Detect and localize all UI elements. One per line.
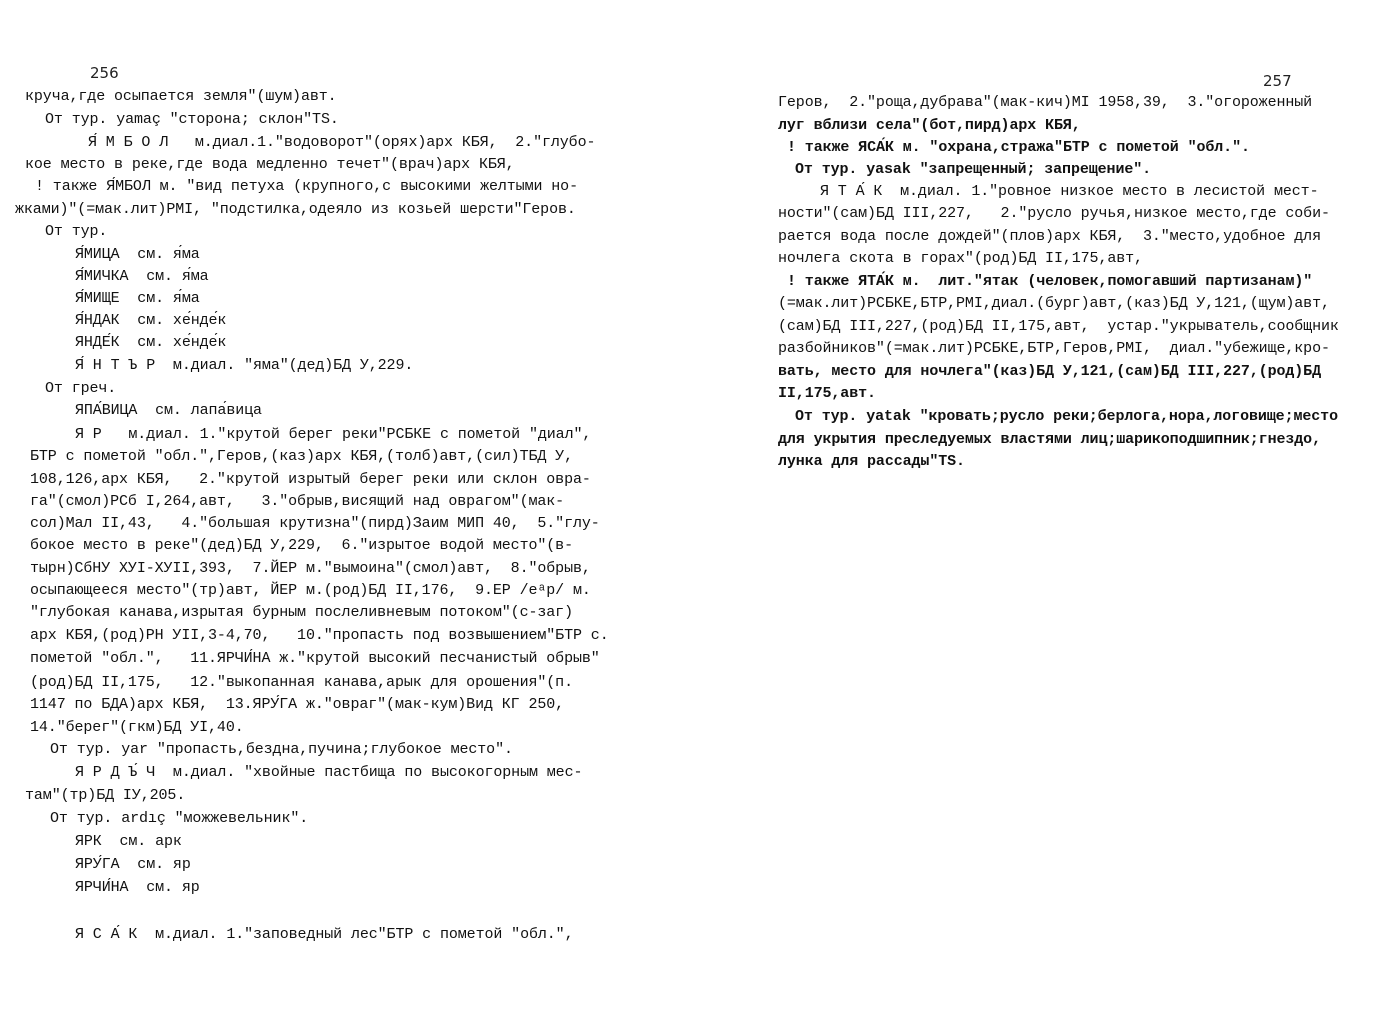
text-line: Геров, 2."роща,дубрава"(мак-кич)МI 1958,39, 3."огороженный	[778, 94, 1313, 111]
text-line: Я́МИЦА см. я́ма	[75, 246, 200, 263]
page-number: 257	[1263, 72, 1292, 90]
text-line: Я́ Н Т Ъ Р м.диал. "яма"(дед)БД У,229.	[75, 357, 414, 374]
text-line: (=мак.лит)РСБКЕ,БТР,РМI,диал.(бург)авт,(каз)БД У,121,(щум)авт,	[778, 295, 1330, 312]
text-line: От тур. ardıç "можжевельник".	[50, 810, 309, 827]
text-line: II,175,авт.	[778, 385, 876, 402]
text-line: От тур. yasak "запрещенный; запрещение".	[795, 161, 1152, 178]
text-line: Я́ М Б О Л м.диал.1."водоворот"(орях)арх КБЯ, 2."глубо-	[88, 134, 596, 151]
text-line: ЯРК см. арк	[75, 833, 182, 850]
text-line: га"(смол)РСб I,264,авт, 3."обрыв,висящий над оврагом"(мак-	[30, 493, 565, 510]
text-line: ! также Я́МБОЛ м. "вид петуха (крупного,с высокими желтыми но-	[35, 178, 578, 195]
text-line: От тур. yamaç "сторона; склон"TS.	[45, 111, 339, 128]
text-line: тырн)СбНУ ХУI-ХУII,393, 7.ЙЕР м."вымоина"(смол)авт, 8."обрыв,	[30, 560, 591, 577]
text-line: ЯПА́ВИЦА см. лапа́вица	[75, 402, 262, 419]
text-line: там"(тр)БД IУ,205.	[25, 787, 186, 804]
text-line: круча,где осыпается земля"(шум)авт.	[25, 88, 337, 105]
text-line: (сам)БД III,227,(род)БД II,175,авт, устар."укрыватель,сообщник	[778, 318, 1339, 335]
text-line: Я́МИЧКА см. я́ма	[75, 268, 209, 285]
text-line: ночлега скота в горах"(род)БД II,175,авт,	[778, 250, 1143, 267]
text-line: рается вода после дождей"(плов)арх КБЯ, 3."место,удобное для	[778, 228, 1321, 245]
text-line: БТР с пометой "обл.",Геров,(каз)арх КБЯ,(толб)авт,(сил)ТБД У,	[30, 448, 573, 465]
text-line: 14."берег"(гкм)БД УI,40.	[30, 719, 244, 736]
text-line: кое место в реке,где вода медленно течет"(врач)арх КБЯ,	[25, 156, 515, 173]
text-line: бокое место в реке"(дед)БД У,229, 6."изрытое водой место"(в-	[30, 537, 573, 554]
text-line: ЯРЧИ́НА см. яр	[75, 879, 200, 896]
text-line: Я Р Д Ъ́ Ч м.диал. "хвойные пастбища по высокогорным мес-	[75, 764, 583, 781]
text-line: 108,126,арх КБЯ, 2."крутой изрытый берег реки или склон овра-	[30, 471, 591, 488]
right-page	[700, 0, 1400, 1029]
text-line: пометой "обл.", 11.ЯРЧИ́НА ж."крутой высокий песчанистый обрыв"	[30, 650, 600, 667]
text-line: ности"(сам)БД III,227, 2."русло ручья,низкое место,где соби-	[778, 205, 1330, 222]
text-line: ! также ЯТА́К м. лит."ятак (человек,помогавший партизанам)"	[787, 273, 1313, 290]
text-line: Я Р м.диал. 1."крутой берег реки"РСБКЕ с пометой "диал",	[75, 426, 592, 443]
text-line: жками)"(=мак.лит)РМI, "подстилка,одеяло из козьей шерсти"Геров.	[15, 201, 576, 218]
text-line: От тур. yar "пропасть,бездна,пучина;глубокое место".	[50, 741, 513, 758]
text-line: ЯРУ́ГА см. яр	[75, 856, 191, 873]
page-number: 256	[90, 64, 119, 82]
text-line: осыпающееся место"(тр)авт, ЙЕР м.(род)БД II,176, 9.ЕР /eᵃр/ м.	[30, 582, 591, 599]
text-line: ! также ЯСА́К м. "охрана,стража"БТР с пометой "обл.".	[787, 139, 1250, 156]
text-line: "глубокая канава,изрытая бурным послеливневым потоком"(с-заг)	[30, 604, 573, 621]
text-line: луг вблизи села"(бот,пирд)арх КБЯ,	[778, 117, 1081, 134]
text-line: Я Т А́ К м.диал. 1."ровное низкое место в лесистой мест-	[820, 183, 1319, 200]
text-line: От тур. yatak "кровать;русло реки;берлога,нора,логовище;место	[795, 408, 1338, 425]
text-line: От тур.	[45, 223, 108, 240]
text-line: Я́МИЩЕ см. я́ма	[75, 290, 200, 307]
text-line: сол)Мал II,43, 4."большая крутизна"(пирд)Заим МИП 40, 5."глу-	[30, 515, 600, 532]
text-line: арх КБЯ,(род)РН УII,3-4,70, 10."пропасть под возвышением"БТР с.	[30, 627, 609, 644]
text-line: для укрытия преследуемых властями лиц;шарикоподшипник;гнездо,	[778, 431, 1321, 448]
text-line: От греч.	[45, 380, 117, 397]
text-line: Я́НДАК см. хе́нде́к	[75, 312, 227, 329]
text-line: Я С А́ К м.диал. 1."заповедный лес"БТР с пометой "обл.",	[75, 926, 574, 943]
text-line: разбойников"(=мак.лит)РСБКЕ,БТР,Геров,РМI, диал."убежище,кро-	[778, 340, 1330, 357]
text-line: ЯНДЕ́К см. хе́нде́к	[75, 334, 227, 351]
text-line: вать, место для ночлега"(каз)БД У,121,(сам)БД III,227,(род)БД	[778, 363, 1321, 380]
text-line: лунка для рассады"TS.	[778, 453, 965, 470]
text-line: 1147 по БДА)арх КБЯ, 13.ЯРУ́ГА ж."овраг"(мак-кум)Вид КГ 250,	[30, 696, 565, 713]
text-line: (род)БД II,175, 12."выкопанная канава,арык для орошения"(п.	[30, 674, 573, 691]
